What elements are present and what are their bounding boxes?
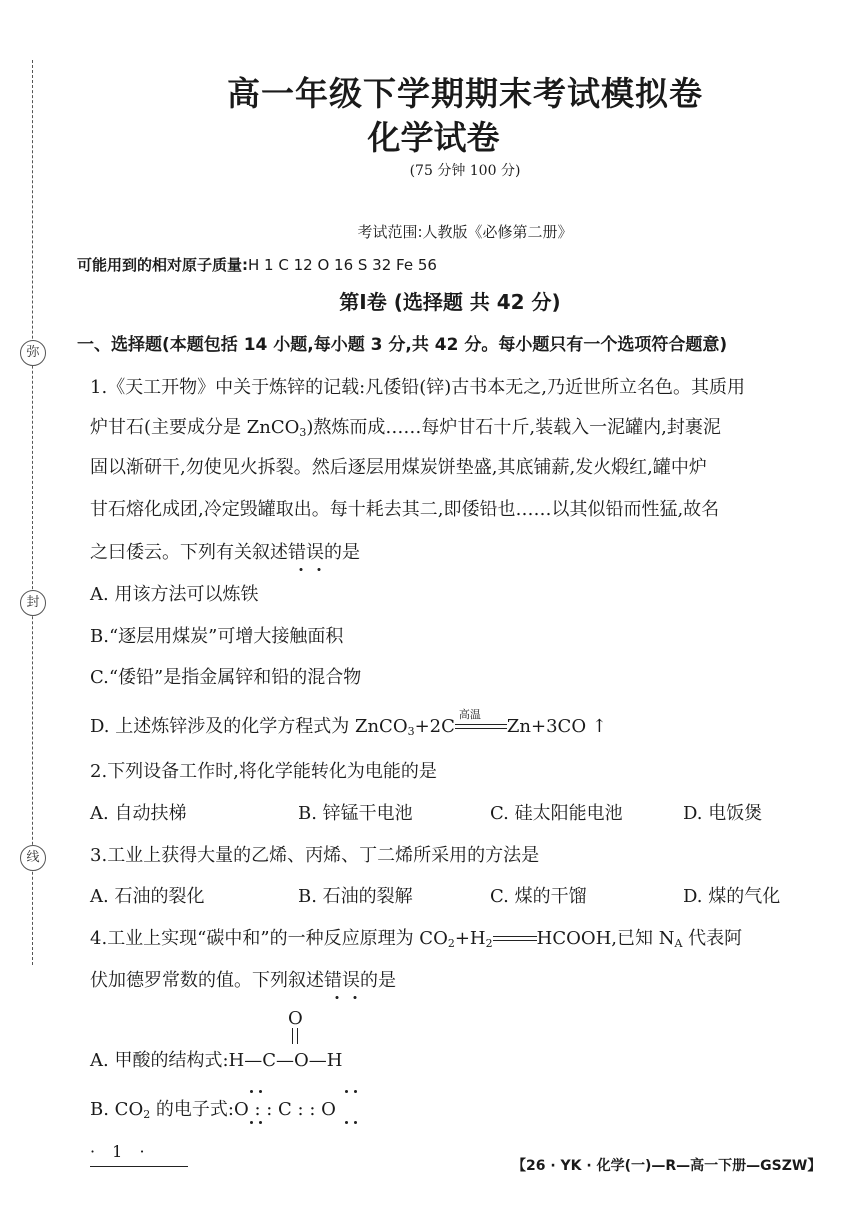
q2-option-d: D. 电饭煲 xyxy=(683,803,763,824)
reaction-condition: 高温 xyxy=(458,708,481,721)
q3-option-a: A. 石油的裂化 xyxy=(90,886,205,907)
reaction-equals-sign xyxy=(493,934,537,944)
q4-line-2: 伏加德罗常数的值。下列叙述错误的是 xyxy=(90,970,396,991)
atomic-masses-values: H 1 C 12 O 16 S 32 Fe 56 xyxy=(248,256,437,274)
q1-number: 1. xyxy=(90,377,108,398)
q2-option-b: B. 锌锰干电池 xyxy=(298,803,413,824)
q4-option-a: A. 甲酸的结构式:H—C—O—H xyxy=(90,1050,343,1071)
atomic-masses xyxy=(77,254,437,275)
double-bond-line-2 xyxy=(297,1028,299,1044)
part-heading: 一、选择题(本题包括 14 小题,每小题 3 分,共 42 分。每小题只有一个选项符合题意) xyxy=(77,335,728,355)
equation-equals-sign xyxy=(455,708,507,732)
q1-emphasis: 错误 xyxy=(288,542,324,563)
q3-option-b: B. 石油的裂解 xyxy=(298,886,413,907)
q2-number: 2. xyxy=(90,761,108,782)
q3-stem: 3.工业上获得大量的乙烯、丙烯、丁二烯所采用的方法是 xyxy=(90,845,540,866)
q1-line-4: 甘石熔化成团,冷定毁罐取出。每十耗去其二,即倭铅也……以其似铅而性猛,故名 xyxy=(90,499,720,520)
q4-number: 4. xyxy=(90,928,108,949)
q1-option-c: C.“倭铅”是指金属锌和铅的混合物 xyxy=(90,667,362,688)
q4-line-1: 4.工业上实现“碳中和”的一种反应原理为 $CO_2+H_2$ HCOOH,已知 $N_A$ 代表阿 xyxy=(90,928,743,950)
q2-option-a: A. 自动扶梯 xyxy=(90,803,187,824)
q3-option-d: D. 煤的气化 xyxy=(683,886,781,907)
q1-option-d: D. 上述炼锌涉及的化学方程式为 ZnCO$_3$+2C 高温 Zn+3CO ↑ xyxy=(90,708,607,738)
carbonyl-oxygen: O xyxy=(288,1008,303,1029)
q1-line-2: 炉甘石(主要成分是 ZnCO$_3$)熬炼而成……每炉甘石十斤,装载入一泥罐内,封裹泥 xyxy=(90,417,721,439)
exam-duration: (75 分钟 100 分) xyxy=(409,163,521,179)
exam-title: 高一年级下学期期末考试模拟卷 xyxy=(227,74,703,113)
binding-dashed-line xyxy=(32,60,33,965)
page-number: · 1 · xyxy=(90,1142,151,1161)
footer-rule xyxy=(90,1166,188,1167)
q1-line-5: 之曰倭云。下列有关叙述错误的是 xyxy=(90,542,360,563)
q4-emphasis: 错误 xyxy=(324,970,360,991)
q3-number: 3. xyxy=(90,845,108,866)
atomic-masses-label: 可能用到的相对原子质量: xyxy=(77,256,248,274)
section-title: 第Ⅰ卷 (选择题 共 42 分) xyxy=(339,290,561,314)
q2-stem: 2.下列设备工作时,将化学能转化为电能的是 xyxy=(90,761,437,782)
formic-acid-structure: H—C—O—H xyxy=(228,1050,343,1071)
paper-code: 【26 · YK · 化学(一)—R—高一下册—GSZW】 xyxy=(512,1158,822,1174)
q1-option-a: A. 用该方法可以炼铁 xyxy=(90,584,259,605)
binding-label-feng: 封 xyxy=(20,590,46,616)
co2-electron-formula: O : : C : : O xyxy=(234,1099,336,1120)
q1-line-3: 固以渐研干,勿使见火拆裂。然后逐层用煤炭饼垫盛,其底铺薪,发火煅红,罐中炉 xyxy=(90,457,707,478)
q1-option-b: B.“逐层用煤炭”可增大接触面积 xyxy=(90,626,344,647)
binding-label-xian: 线 xyxy=(20,845,46,871)
q4-option-b: B. $CO_2$ 的电子式:O : : C : : O xyxy=(90,1099,336,1121)
q3-option-c: C. 煤的干馏 xyxy=(490,886,587,907)
double-bond-line-1 xyxy=(292,1028,294,1044)
q2-option-c: C. 硅太阳能电池 xyxy=(490,803,623,824)
binding-label-mi: 弥 xyxy=(20,340,46,366)
exam-subject: 化学试卷 xyxy=(367,118,500,157)
q1-line-1: 1.《天工开物》中关于炼锌的记载:凡倭铅(锌)古书本无之,乃近世所立名色。其质用 xyxy=(90,377,746,398)
exam-scope: 考试范围:人教版《必修第二册》 xyxy=(357,223,573,241)
